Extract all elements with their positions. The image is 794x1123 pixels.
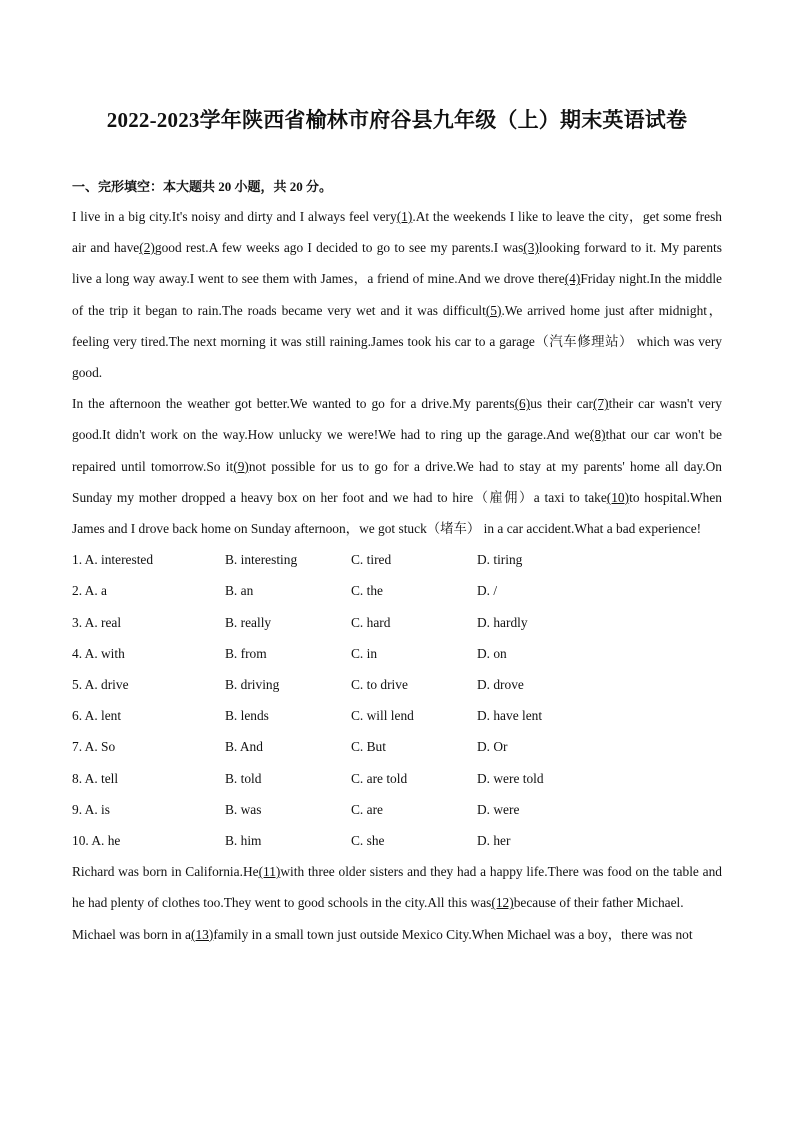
option-d: D. hardly bbox=[477, 614, 528, 630]
option-c: C. in bbox=[351, 645, 378, 661]
passage-text: looking forward to it. My parents live a long way away.I went to see them with James，a friend of mine.And we drove there bbox=[72, 240, 722, 287]
passage-text: not possible for us to go for a drive.We had to stay at my parents' home all day.On Sunday my mother dropped a heavy box on her foot and we had to hire（雇佣）a taxi to take bbox=[72, 458, 722, 505]
option-row bbox=[72, 794, 722, 825]
option-b: B. And bbox=[225, 739, 263, 755]
passage-text: with three older sisters and they had a happy life.There was food on the table and he had plenty of clothes too.They went to good schools in the city.All this was bbox=[72, 864, 722, 911]
option-d: D. tiring bbox=[477, 552, 523, 568]
option-b: B. an bbox=[225, 583, 254, 599]
passage-paragraph bbox=[72, 856, 722, 918]
passage-text: In the afternoon the weather got better.We wanted to go for a drive.My parents bbox=[72, 396, 515, 412]
blank-marker: (9) bbox=[233, 458, 249, 474]
option-a: 1. A. interested bbox=[72, 552, 154, 568]
option-c: C. will lend bbox=[351, 708, 414, 724]
blank-marker: (4) bbox=[564, 271, 581, 287]
section-heading: 一、完形填空：本大题共 20 小题，共 20 分。 bbox=[72, 179, 333, 194]
option-row bbox=[72, 669, 722, 700]
option-d: D. were bbox=[477, 801, 520, 817]
blank-marker: (13) bbox=[191, 926, 214, 942]
blank-marker: (1) bbox=[396, 209, 413, 224]
blank-marker: (3) bbox=[523, 240, 539, 256]
passage-text: Michael was born in a bbox=[72, 926, 191, 942]
blank-marker: (11) bbox=[258, 864, 281, 880]
option-b: B. from bbox=[225, 645, 267, 661]
option-a: 7. A. So bbox=[72, 739, 116, 755]
passage-paragraph bbox=[72, 201, 722, 388]
passage-text: their car wasn't very good.It didn't work on the way.How unlucky we were!We had to ring up the garage.And we bbox=[72, 396, 722, 443]
option-c: C. But bbox=[351, 739, 386, 755]
option-b: B. interesting bbox=[225, 552, 298, 568]
blank-marker: (6) bbox=[514, 396, 531, 412]
option-a: 8. A. tell bbox=[72, 770, 119, 786]
option-row bbox=[72, 544, 722, 575]
option-c: C. she bbox=[351, 832, 385, 848]
option-row bbox=[72, 638, 722, 669]
passage-text: to hospital.When James and I drove back home on Sunday afternoon，we got stuck（堵车） in a car accident.What a bad experience! bbox=[72, 489, 722, 537]
blank-marker: (12) bbox=[491, 895, 514, 911]
passage-text: family in a small town just outside Mexico City.When Michael was a boy，there was not bbox=[213, 926, 693, 942]
passage-paragraph bbox=[72, 388, 722, 544]
option-a: 3. A. real bbox=[72, 614, 122, 630]
option-c: C. the bbox=[351, 583, 383, 599]
passage-text: that our car won't be repaired until tomorrow.So it bbox=[72, 427, 722, 474]
option-row bbox=[72, 763, 722, 794]
option-a: 10. A. he bbox=[72, 832, 121, 848]
option-c: C. are bbox=[351, 801, 383, 817]
option-d: D. her bbox=[477, 832, 511, 848]
option-row bbox=[72, 731, 722, 762]
option-b: B. was bbox=[225, 801, 262, 817]
option-d: D. were told bbox=[477, 770, 544, 786]
option-b: B. told bbox=[225, 770, 262, 786]
page-title: 2022-2023学年陕西省榆林市府谷县九年级（上）期末英语试卷 bbox=[106, 108, 688, 132]
option-b: B. him bbox=[225, 832, 262, 848]
option-d: D. on bbox=[477, 645, 507, 661]
passage-text: I live in a big city.It's noisy and dirty and I always feel very bbox=[72, 209, 397, 224]
option-d: D. have lent bbox=[477, 708, 543, 724]
option-a: 2. A. a bbox=[72, 583, 107, 599]
passage-text: Friday night.In the middle of the trip it began to rain.The roads became very wet and it was difficult bbox=[72, 271, 722, 318]
option-row bbox=[72, 575, 722, 606]
option-row bbox=[72, 825, 722, 856]
option-b: B. lends bbox=[225, 708, 269, 724]
option-c: C. to drive bbox=[351, 676, 408, 692]
option-a: 5. A. drive bbox=[72, 676, 129, 692]
option-a: 6. A. lent bbox=[72, 708, 122, 724]
blank-marker: (5) bbox=[485, 302, 502, 318]
option-row bbox=[72, 607, 722, 638]
passage-paragraph bbox=[72, 919, 722, 950]
blank-marker: (10) bbox=[606, 489, 630, 505]
passage-text: .At the weekends I like to leave the city，get some fresh air and have bbox=[72, 209, 722, 256]
option-c: C. hard bbox=[351, 614, 391, 630]
passage-text: Richard was born in California.He bbox=[72, 864, 259, 880]
option-d: D. drove bbox=[477, 676, 524, 692]
option-c: C. are told bbox=[351, 770, 408, 786]
passage-text: us their car bbox=[530, 396, 593, 412]
exam-content bbox=[72, 201, 722, 950]
options-list bbox=[72, 544, 722, 856]
option-b: B. really bbox=[225, 614, 272, 630]
option-a: 9. A. is bbox=[72, 801, 110, 817]
option-row bbox=[72, 700, 722, 731]
blank-marker: (2) bbox=[139, 240, 155, 256]
passage-text: good rest.A few weeks ago I decided to go to see my parents.I was bbox=[154, 240, 524, 256]
passage-text: because of their father Michael. bbox=[513, 895, 684, 911]
option-c: C. tired bbox=[351, 552, 392, 568]
option-d: D. / bbox=[477, 583, 498, 599]
passage-text: .We arrived home just after midnight，feeling very tired.The next morning it was still raining.James took his car to a garage（汽车修理站） which was very good. bbox=[72, 302, 722, 381]
option-a: 4. A. with bbox=[72, 645, 125, 661]
option-d: D. Or bbox=[477, 739, 508, 755]
blank-marker: (8) bbox=[589, 427, 606, 443]
blank-marker: (7) bbox=[593, 396, 609, 412]
option-b: B. driving bbox=[225, 676, 280, 692]
